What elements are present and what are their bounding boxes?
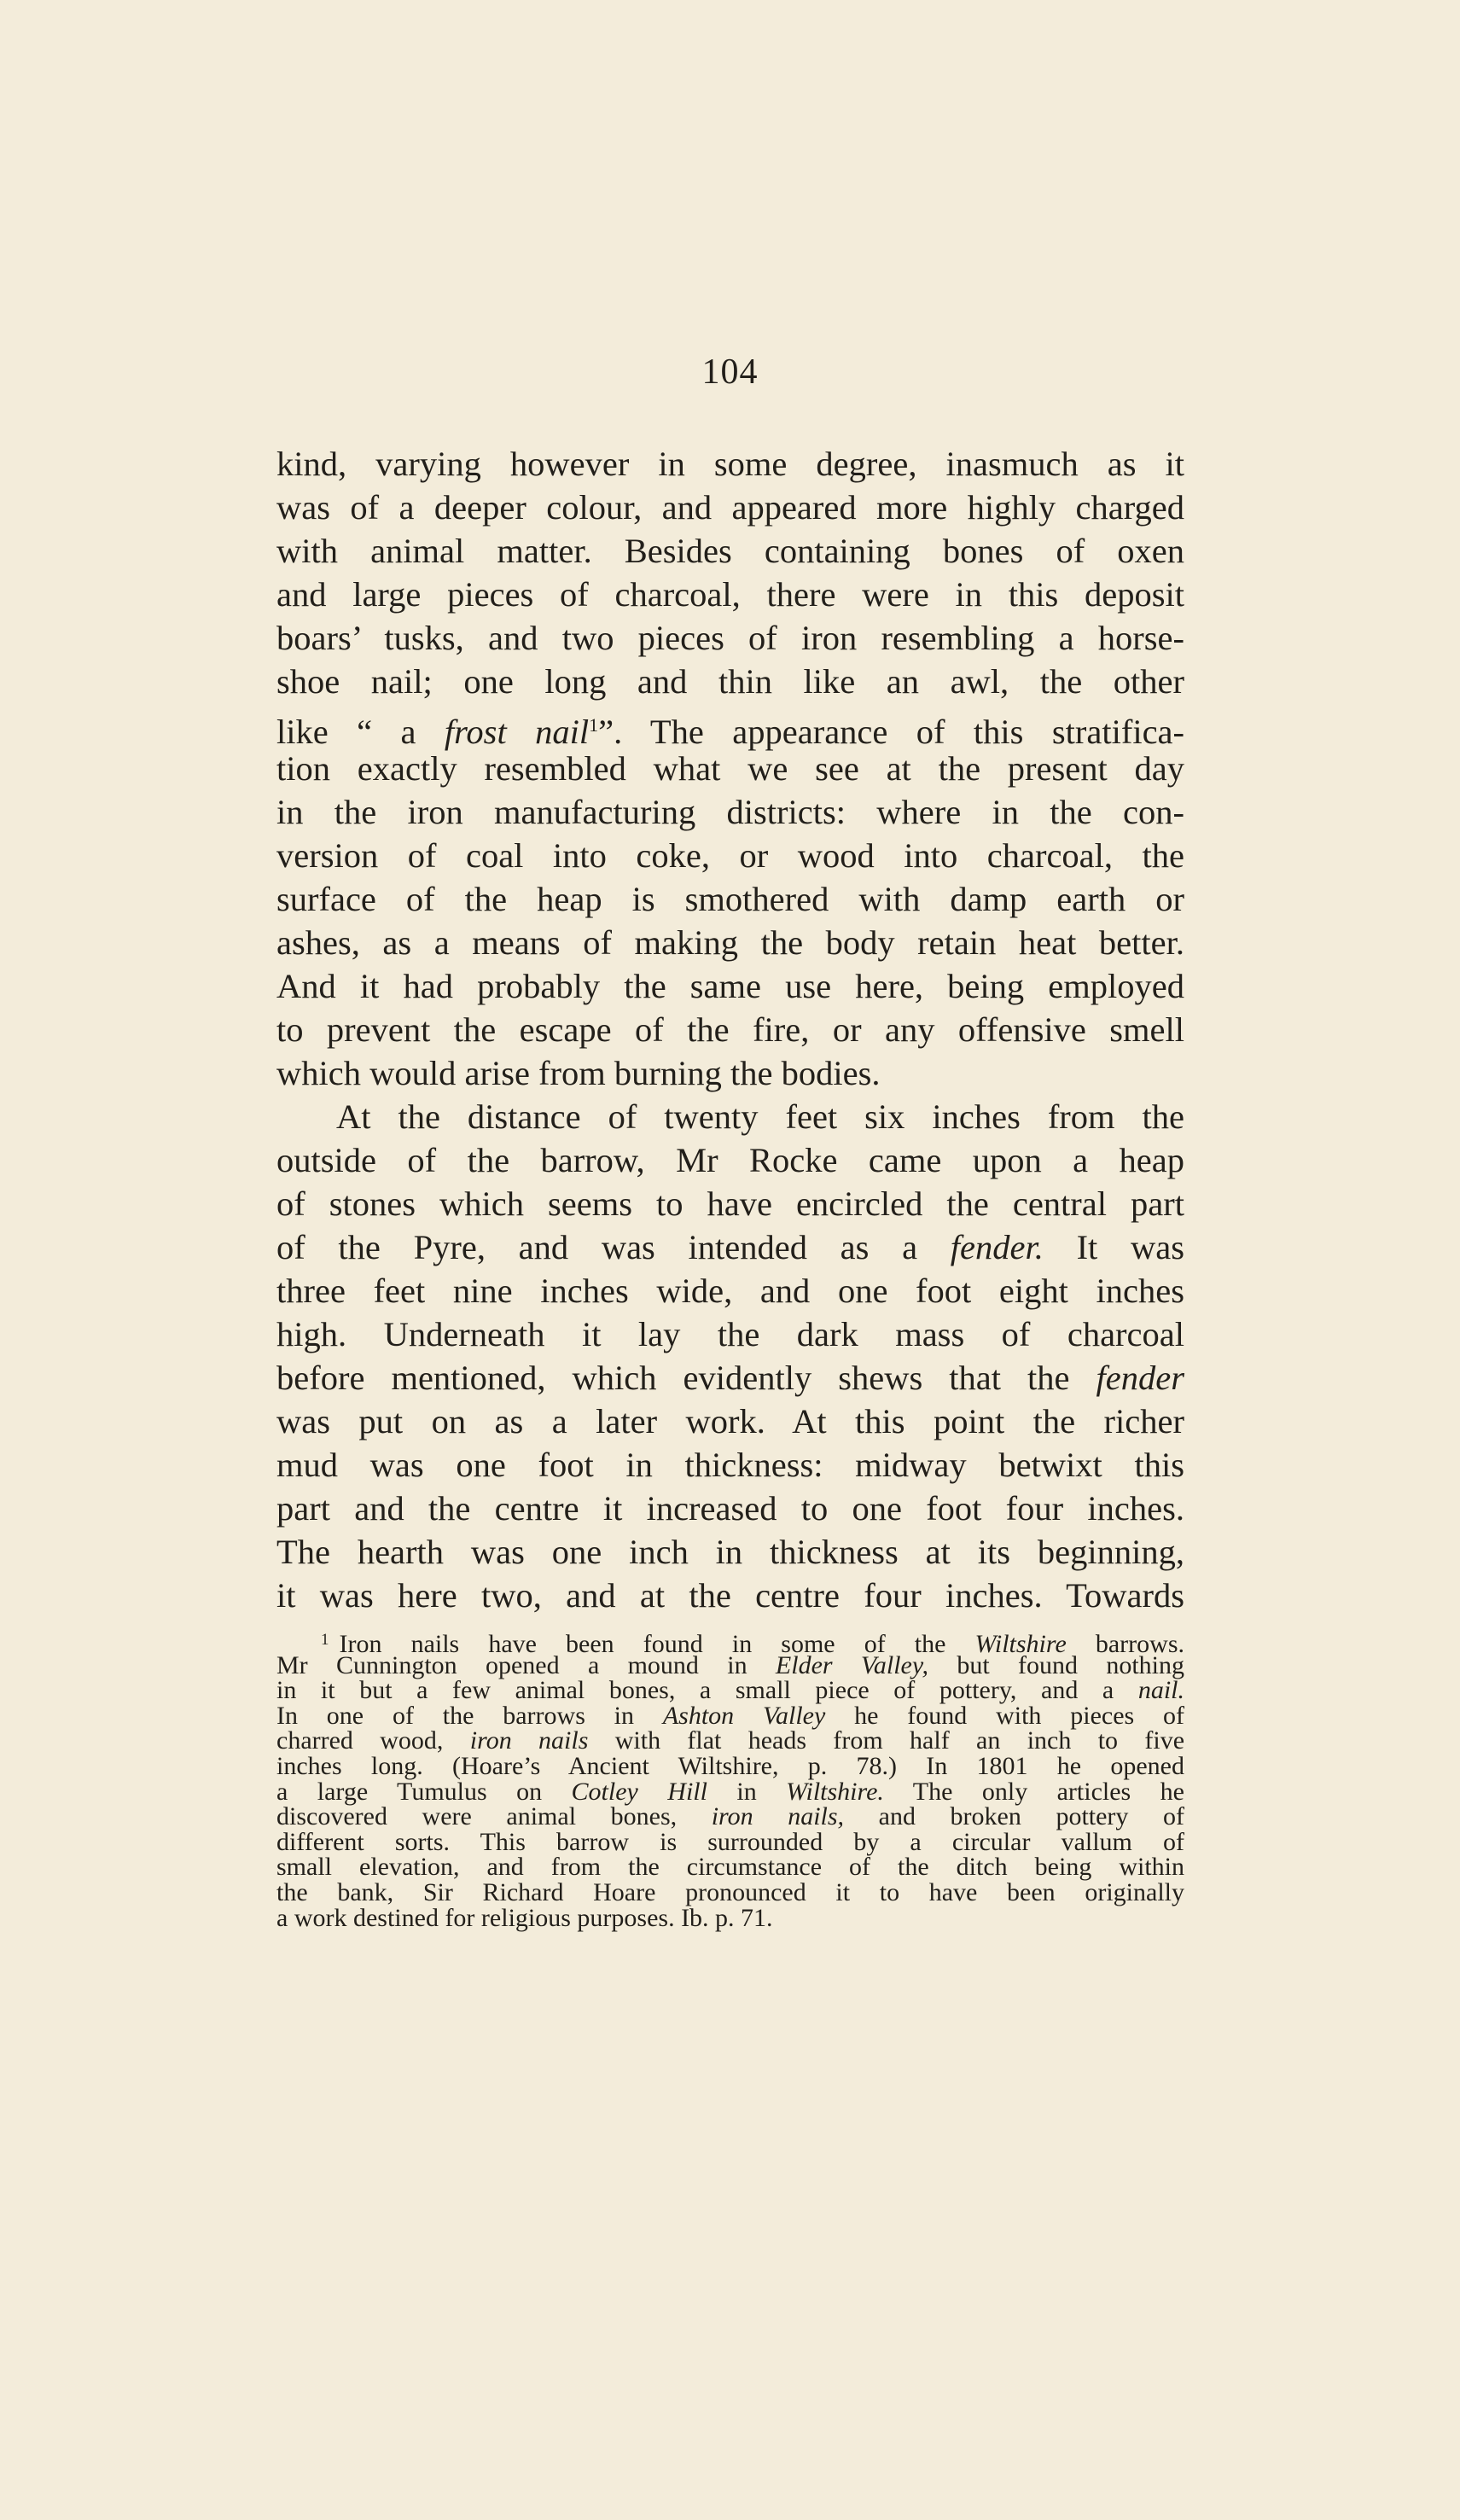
body-line: kind, varying however in some degree, inasmuch as it [276,445,1184,483]
footnote-line [276,1779,1184,1805]
italic-term: Cotley Hill [571,1777,707,1806]
text-segment: Iron nails have been found in some of the [339,1630,975,1658]
body-line: and large pieces of charcoal, there were in this deposit [276,575,1184,614]
body-line: mud was one foot in thickness: midway betwixt this [276,1446,1184,1484]
text-segment: of the Pyre, and was intended as a [276,1228,951,1266]
body-line: ashes, as a means of making the body retain heat better. [276,923,1184,962]
text-segment: before mentioned, which evidently shews that the [276,1359,1096,1397]
text-segment: The only articles he [883,1777,1184,1806]
italic-term: fender [1096,1359,1184,1397]
body-line: outside of the barrow, Mr Rocke came upon a heap [276,1141,1184,1179]
text-segment: a large Tumulus on [276,1777,572,1806]
text-segment: It was [1043,1228,1184,1266]
text-segment: with flat heads from half an inch to five [588,1726,1185,1755]
text-segment: in [707,1777,787,1806]
italic-term: Ashton Valley [662,1701,826,1730]
footnote-line: small elevation, and from the circumstance of the ditch being within [276,1853,1184,1882]
body-line [276,1225,1184,1269]
footnote-line: different sorts. This barrow is surrounded by a circular vallum of [276,1827,1184,1856]
body-line: of stones which seems to have encircled the central part [276,1184,1184,1223]
page-number: 104 [701,352,759,392]
italic-term: Wiltshire. [786,1777,884,1806]
body-line [276,1356,1184,1400]
footnote-line [276,1703,1184,1729]
body-line: three feet nine inches wide, and one foot eight inches [276,1272,1184,1310]
footnote-line: a work destined for religious purposes. Ib. p. 71. [276,1903,773,1932]
text-segment: discovered were animal bones, [276,1802,712,1831]
italic-term: nail. [1137,1676,1184,1705]
footnote-line [276,1728,1184,1754]
body-line: high. Underneath it lay the dark mass of charcoal [276,1315,1184,1353]
footnote-line [276,1627,1184,1658]
body-line: to prevent the escape of the fire, or any offensive smell [276,1010,1184,1049]
body-text [276,442,1184,1617]
body-line: surface of the heap is smothered with damp earth or [276,880,1184,918]
footnote-line [276,1678,1184,1703]
text-segment: like “ a [276,713,445,751]
body-line: boars’ tusks, and two pieces of iron resembling a horse- [276,619,1184,657]
italic-term: iron nails, [711,1802,845,1831]
text-segment: he found with pieces of [825,1701,1185,1730]
body-line: shoe nail; one long and thin like an awl, the other [276,662,1184,701]
body-line: in the iron manufacturing districts: where in the con- [276,793,1184,831]
text-segment: in it but a few animal bones, a small piece of pottery, and a [276,1676,1138,1705]
body-line: it was here two, and at the centre four inches. Towards [276,1576,1184,1615]
text-segment: In one of the barrows in [276,1701,663,1730]
text-segment: charred wood, [276,1726,470,1755]
footnote-line [276,1650,1184,1679]
body-line: part and the centre it increased to one foot four inches. [276,1489,1184,1528]
italic-term: fender. [950,1228,1044,1266]
text-segment: but found nothing [928,1650,1184,1679]
italic-term: Elder Valley, [775,1650,929,1679]
body-line: version of coal into coke, or wood into charcoal, the [276,836,1184,875]
body-line: was of a deeper colour, and appeared more highly charged [276,488,1184,527]
body-line: And it had probably the same use here, being employed [276,967,1184,1005]
footnote-line: inches long. (Hoare’s Ancient Wiltshire, p. 78.) In 1801 he opened [276,1751,1184,1780]
body-line: tion exactly resembled what we see at the present day [276,749,1184,788]
footnote-marker: 1 [321,1631,329,1649]
italic-term: iron nails [469,1726,589,1755]
body-line: The hearth was one inch in thickness at its beginning, [276,1533,1184,1571]
body-line: was put on as a later work. At this point the richer [276,1402,1184,1440]
italic-term: Wiltshire [974,1630,1067,1658]
body-line [276,703,1185,751]
text-segment: Mr Cunnington opened a mound in [276,1650,776,1679]
footnote-reference[interactable]: 1 [589,714,599,736]
text-segment: barrows. [1066,1630,1184,1658]
text-segment: and broken pottery of [844,1802,1185,1831]
text-segment: ”. The appearance of this stratifica- [598,713,1185,751]
body-line: At the distance of twenty feet six inches from the [336,1097,1184,1136]
body-line: which would arise from burning the bodies. [276,1054,881,1092]
body-line: with animal matter. Besides containing bones of oxen [276,532,1184,570]
italic-term: frost nail [444,713,590,751]
footnote-line [276,1804,1184,1830]
footnote-line: the bank, Sir Richard Hoare pronounced it to have been originally [276,1877,1184,1906]
footnote [276,1627,1184,1930]
